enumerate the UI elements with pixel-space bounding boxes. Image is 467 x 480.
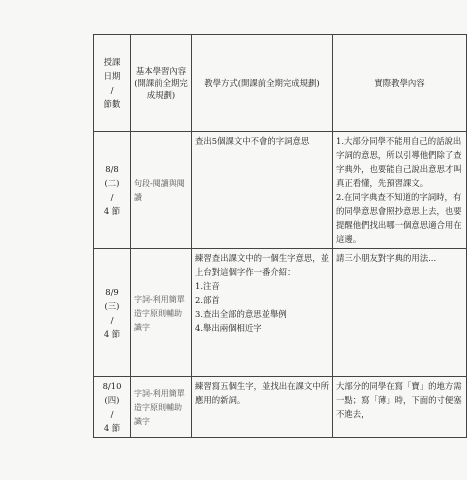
lesson-plan-table	[93, 34, 467, 438]
table-row	[94, 132, 467, 249]
table-row	[94, 377, 467, 438]
red-stamp-mark	[158, 8, 200, 24]
actual-cell: 請三小朋友對字典的用法...	[333, 249, 467, 377]
table-row	[94, 249, 467, 377]
date-cell: 8/9 (三) / 4 節	[94, 249, 131, 377]
goal-cell: 句段-閱讀與閱讀	[131, 132, 192, 249]
goal-cell: 字詞-利用簡單造字原則輔助識字	[131, 377, 192, 438]
actual-cell: 1.大部分同學不能用自己的話說出字詞的意思，所以引導他們除了查字典外，也要能自己說出意思才叫真正看懂，先預習課文。 2.在同字典查不知道的字詞時，有的同學意思會照抄意思上去，也要提醒他們找出哪一個意思適合用在這邊。	[333, 132, 467, 249]
header-method: 教學方式(開課前全期完成規劃)	[192, 35, 333, 132]
header-actual: 實際教學內容	[333, 35, 467, 132]
header-goal: 基本學習內容(開課前全期完成規劃)	[131, 35, 192, 132]
header-date: 授課 日期 / 節數	[94, 35, 131, 132]
date-cell: 8/8 (二) / 4 節	[94, 132, 131, 249]
method-cell: 練習查出課文中的一個生字意思，並上台對這個字作一番介紹： 1.注音 2.部首 3.查出全部的意思並舉例 4.舉出兩個相近字	[192, 249, 333, 377]
actual-cell: 大部分的同學在寫「寶」的地方需一點；寫「薄」時，下面的寸便塞不進去，	[333, 377, 467, 438]
header-row	[94, 35, 467, 132]
method-cell: 練習寫五個生字，並找出在課文中所應用的新詞。	[192, 377, 333, 438]
method-cell: 查出5個課文中不會的字詞意思	[192, 132, 333, 249]
date-cell: 8/10 (四) / 4 節	[94, 377, 131, 438]
goal-cell: 字詞-利用簡單造字原則輔助識字	[131, 249, 192, 377]
